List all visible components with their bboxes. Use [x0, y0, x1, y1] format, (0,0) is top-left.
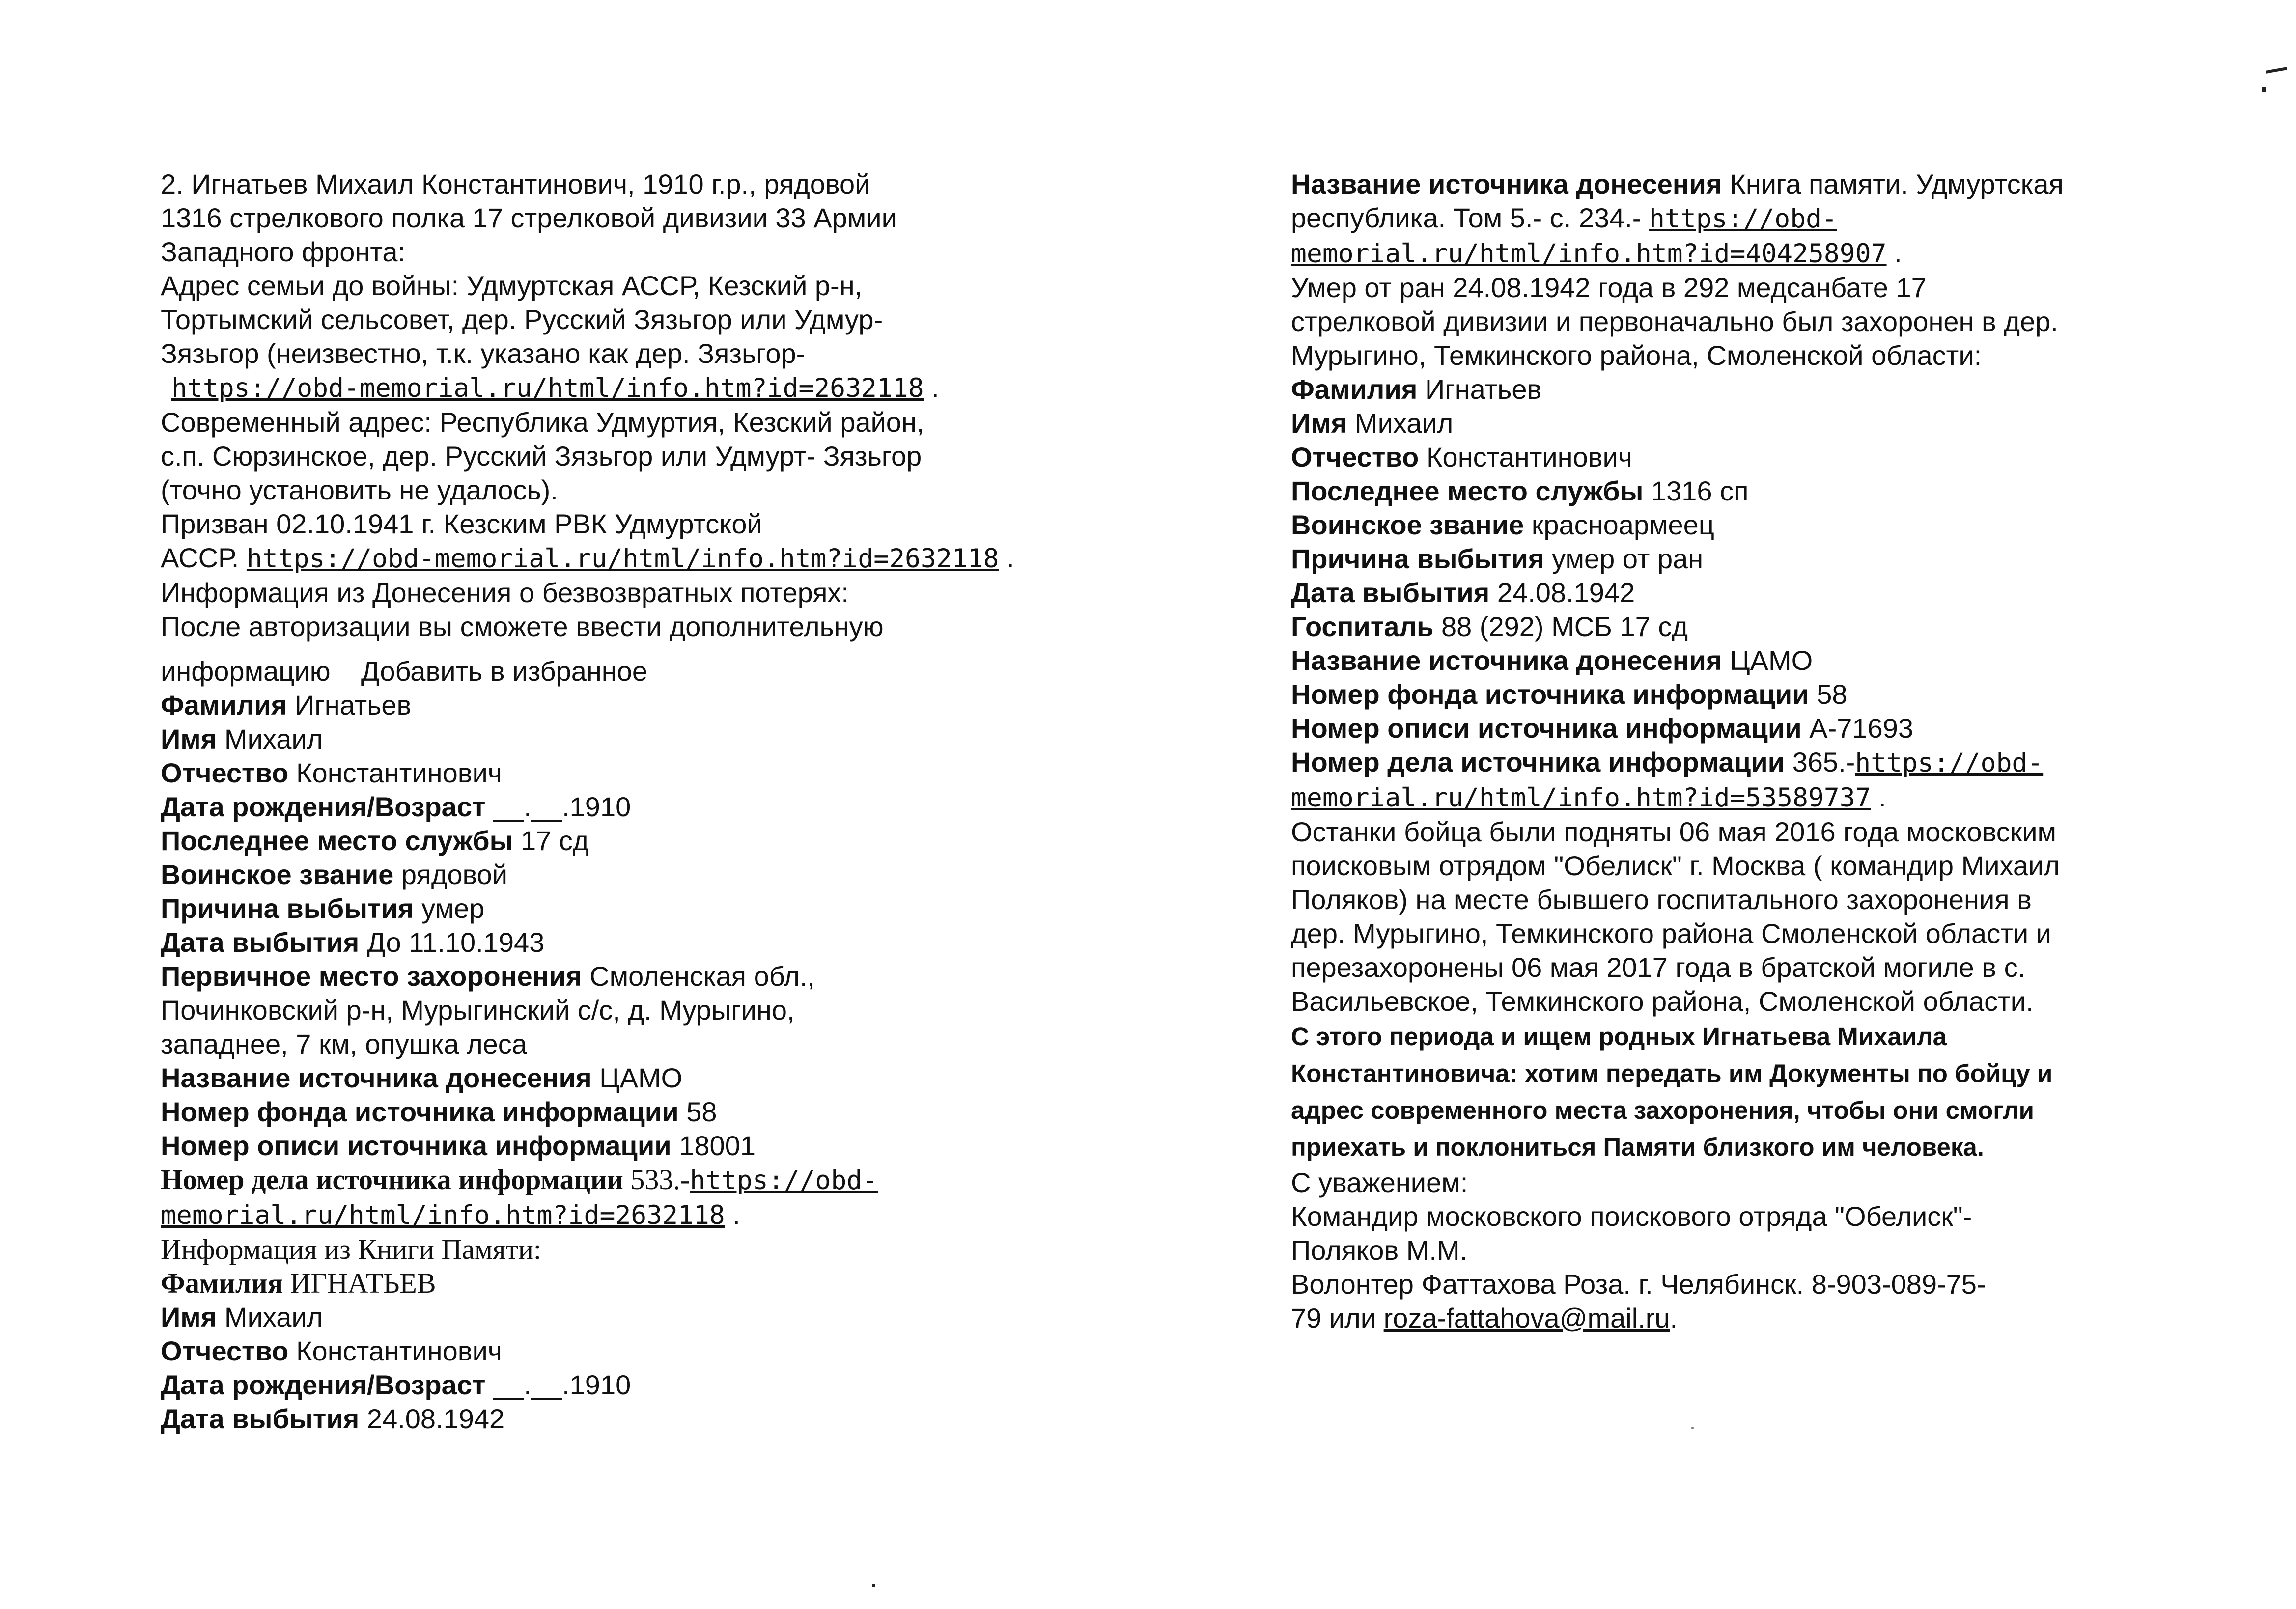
intro-line: Зязьгор (неизвестно, т.к. указано как дер. Зязьгор- — [161, 338, 806, 369]
scan-speck — [2266, 67, 2287, 74]
scan-speck — [2262, 87, 2266, 92]
died-line: Умер от ран 24.08.1942 года в 292 медсанбате 17 — [1291, 272, 1927, 303]
add-favorite-link[interactable]: Добавить в избранное — [361, 656, 647, 687]
record-field: Причина выбытия умер — [161, 893, 485, 924]
obd-link[interactable]: https://obd- — [1855, 748, 2044, 778]
case-link-line: memorial.ru/html/info.htm?id=2632118 . — [161, 1199, 740, 1230]
record-field: Номер фонда источника информации 58 — [161, 1096, 717, 1127]
case-link-line: memorial.ru/html/info.htm?id=53589737 . — [1291, 781, 1886, 813]
burial-line: западнее, 7 км, опушка леса — [161, 1028, 527, 1059]
remains-line: Поляков) на месте бывшего госпитального захоронения в — [1291, 884, 2032, 915]
obd-link[interactable]: https://obd- — [690, 1165, 878, 1195]
remains-line: дер. Мурыгино, Темкинского района Смоленской области и — [1291, 918, 2051, 949]
email-line: 79 или roza-fattahova@mail.ru. — [1291, 1303, 1678, 1333]
record-field: Дата выбытия 24.08.1942 — [161, 1403, 505, 1434]
report-intro-line: Информация из Донесения о безвозвратных потерях: — [161, 577, 849, 608]
record-field: Номер фонда источника информации 58 — [1291, 679, 1848, 710]
source-link-line: memorial.ru/html/info.htm?id=404258907 . — [1291, 237, 1902, 269]
record-field: Причина выбытия умер от ран — [1291, 543, 1704, 574]
record-field: Фамилия Игнатьев — [1291, 374, 1542, 405]
record-field: Дата выбытия 24.08.1942 — [1291, 577, 1635, 608]
burial-line: Починковский р-н, Мурыгинский с/с, д. Мурыгино, — [161, 995, 795, 1026]
info-word: информацию — [161, 656, 331, 687]
obd-link[interactable]: https://obd-memorial.ru/html/info.htm?id=2632118 — [246, 544, 999, 574]
search-line: Константиновича: хотим передать им Документы по бойцу и — [1291, 1059, 2053, 1087]
obd-link[interactable]: https://obd-memorial.ru/html/info.htm?id=2632118 — [171, 373, 924, 403]
closing-line: Волонтер Фаттахова Роза. г. Челябинск. 8-903-089-75- — [1291, 1269, 1986, 1300]
record-field: Название источника донесения ЦАМО — [161, 1062, 683, 1093]
died-line: Мурыгино, Темкинского района, Смоленской области: — [1291, 340, 1982, 371]
scan-speck — [1691, 1427, 1694, 1429]
intro-line: 2. Игнатьев Михаил Константинович, 1910 г.р., рядовой — [161, 168, 870, 199]
intro-line: Адрес семьи до войны: Удмуртская АССР, Кезский р-н, — [161, 270, 863, 301]
address-line: с.п. Сюрзинское, дер. Русский Зязьгор или Удмурт- Зязьгор — [161, 441, 922, 472]
closing-line: С уважением: — [1291, 1167, 1468, 1198]
closing-line: Командир московского поискового отряда "Обелиск"- — [1291, 1201, 1972, 1232]
obd-link[interactable]: memorial.ru/html/info.htm?id=404258907 — [1291, 239, 1887, 269]
intro-line: Тортымский сельсовет, дер. Русский Зязьгор или Удмур- — [161, 304, 883, 335]
record-field: Имя Михаил — [1291, 408, 1454, 439]
drafted-link-line: АССР. https://obd-memorial.ru/html/info.htm?id=2632118 . — [161, 542, 1014, 574]
address-line: Современный адрес: Республика Удмуртия, Кезский район, — [161, 407, 924, 438]
obd-link[interactable]: memorial.ru/html/info.htm?id=53589737 — [1291, 783, 1871, 813]
case-line: Номер дела источника информации 533.-https://obd- — [161, 1164, 878, 1195]
address-line: (точно установить не удалось). — [161, 474, 558, 505]
record-field: Отчество Константинович — [161, 1335, 502, 1366]
record-field: Госпиталь 88 (292) МСБ 17 сд — [1291, 611, 1688, 642]
record-field: Дата рождения/Возраст __.__.1910 — [161, 791, 631, 822]
email-link[interactable]: roza-fattahova@mail.ru — [1383, 1303, 1670, 1333]
scan-speck — [872, 1584, 875, 1587]
search-line: приехать и поклониться Памяти близкого им человека. — [1291, 1133, 1984, 1161]
record-field: Номер описи источника информации А-71693 — [1291, 713, 1913, 744]
left-column — [161, 167, 1035, 1436]
record-field: Последнее место службы 17 сд — [161, 825, 589, 856]
report-intro-line: После авторизации вы сможете ввести дополнительную — [161, 611, 884, 642]
record-field: Имя Михаил — [161, 723, 323, 754]
case-line: Номер дела источника информации 365.-https://obd- — [1291, 747, 2044, 778]
source-line: республика. Том 5.- с. 234.- https://obd- — [1291, 202, 1837, 234]
remains-line: Останки бойца были подняты 06 мая 2016 года московским — [1291, 816, 2057, 847]
record-field: Отчество Константинович — [161, 757, 502, 788]
source-line: Название источника донесения Книга памяти. Удмуртская — [1291, 168, 2064, 199]
record-field: Номер описи источника информации 18001 — [161, 1130, 756, 1161]
book-intro: Информация из Книги Памяти: — [161, 1233, 541, 1265]
drafted-prefix: АССР. — [161, 542, 247, 573]
obd-link[interactable]: https://obd- — [1649, 204, 1837, 234]
record-field: Дата выбытия До 11.10.1943 — [161, 927, 545, 958]
record-field: Отчество Константинович — [1291, 442, 1632, 472]
right-column — [1291, 167, 2175, 1335]
obd-link[interactable]: memorial.ru/html/info.htm?id=2632118 — [161, 1200, 725, 1230]
record-field: Имя Михаил — [161, 1302, 323, 1332]
search-line: С этого периода и ищем родных Игнатьева Михаила — [1291, 1023, 1947, 1051]
record-field: Воинское звание рядовой — [161, 859, 508, 890]
record-field: Фамилия ИГНАТЬЕВ — [161, 1267, 436, 1299]
remains-line: Васильевское, Темкинского района, Смоленской области. — [1291, 986, 2034, 1017]
intro-link-line: https://obd-memorial.ru/html/info.htm?id=2632118 . — [171, 372, 939, 403]
intro-line: 1316 стрелкового полка 17 стрелковой дивизии 33 Армии — [161, 202, 897, 233]
record-field: Фамилия Игнатьев — [161, 690, 412, 721]
info-favorite-line — [161, 654, 1035, 688]
remains-line: перезахоронены 06 мая 2017 года в братской могиле в с. — [1291, 952, 2026, 983]
intro-line: Западного фронта: — [161, 236, 406, 267]
record-field: Последнее место службы 1316 сп — [1291, 475, 1749, 506]
record-field: Дата рождения/Возраст __.__.1910 — [161, 1369, 631, 1400]
record-field: Название источника донесения ЦАМО — [1291, 645, 1813, 676]
record-field: Воинское звание красноармеец — [1291, 509, 1714, 540]
died-line: стрелковой дивизии и первоначально был захоронен в дер. — [1291, 306, 2058, 337]
closing-line: Поляков М.М. — [1291, 1235, 1468, 1266]
search-line: адрес современного места захоронения, чтобы они смогли — [1291, 1096, 2034, 1124]
drafted-line: Призван 02.10.1941 г. Кезским РВК Удмуртской — [161, 508, 762, 539]
record-field: Первичное место захоронения Смоленская обл., — [161, 961, 815, 992]
remains-line: поисковым отрядом "Обелиск" г. Москва ( командир Михаил — [1291, 850, 2060, 881]
